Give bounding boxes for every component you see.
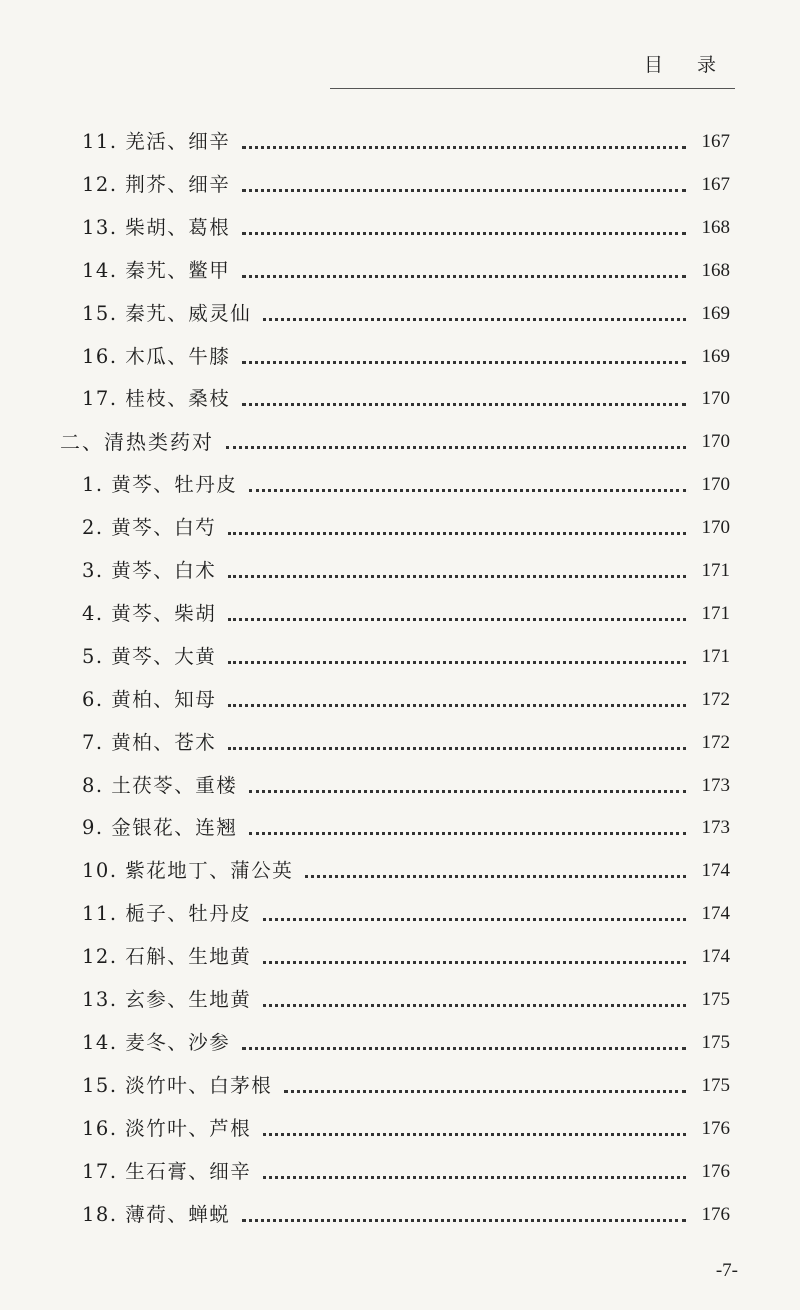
toc-page-number: 176 — [701, 1160, 730, 1182]
dot-leader — [242, 230, 686, 235]
toc-entry — [0, 121, 800, 163]
toc-page-number: 173 — [701, 774, 730, 796]
toc-entry — [0, 550, 800, 592]
toc-entry — [0, 636, 800, 678]
toc-entry — [0, 336, 800, 378]
toc-entry-label: 10. 紫花地丁、蒲公英 — [82, 859, 294, 883]
toc-entry — [0, 850, 800, 892]
dot-leader — [242, 359, 686, 364]
toc-entry — [0, 293, 800, 335]
dot-leader — [228, 530, 686, 535]
dot-leader — [228, 573, 686, 578]
dot-leader — [249, 487, 686, 492]
toc-entry-label: 14. 麦冬、沙参 — [82, 1030, 231, 1054]
toc-entry-label: 3. 黄芩、白术 — [82, 559, 217, 582]
toc-entry-label: 11. 栀子、牡丹皮 — [82, 902, 252, 926]
toc-page-number: 172 — [701, 731, 730, 753]
toc-entry — [0, 893, 800, 935]
toc-entry — [0, 1108, 800, 1150]
toc-page-number: 175 — [701, 1074, 730, 1096]
dot-leader — [263, 1131, 686, 1136]
toc-entry-label: 18. 薄荷、蝉蜕 — [82, 1202, 231, 1226]
toc-entry-label: 12. 荆芥、细辛 — [82, 172, 231, 196]
toc-entry — [0, 464, 800, 506]
dot-leader — [228, 616, 686, 621]
dot-leader — [263, 916, 686, 921]
toc-entry — [0, 164, 800, 206]
toc-page-number: 170 — [701, 431, 730, 453]
toc-page-number: 171 — [701, 602, 730, 624]
toc-entry-label: 5. 黄芩、大黄 — [82, 644, 217, 668]
toc-page-number: 170 — [701, 388, 730, 410]
toc-entry — [0, 979, 800, 1021]
toc-entry-label: 1. 黄芩、牡丹皮 — [82, 473, 238, 497]
toc-entry-label: 4. 黄芩、柴胡 — [82, 601, 217, 625]
toc-entry-label: 7. 黄柏、苍术 — [82, 730, 217, 754]
dot-leader — [249, 830, 686, 835]
toc-page-number: 172 — [701, 688, 730, 710]
toc-page-number: 174 — [701, 860, 730, 882]
toc-entry — [0, 593, 800, 635]
toc-page-number: 167 — [701, 173, 730, 195]
toc-entry-label: 15. 秦艽、威灵仙 — [82, 301, 252, 325]
toc-entry — [0, 1194, 800, 1236]
toc-page-number: 168 — [701, 216, 730, 238]
dot-leader — [228, 702, 686, 707]
toc-entry-label: 16. 淡竹叶、芦根 — [82, 1116, 252, 1140]
dot-leader — [263, 1174, 686, 1179]
dot-leader — [242, 1045, 686, 1050]
toc-entry — [0, 679, 800, 721]
toc-entry — [0, 378, 800, 420]
toc-entry — [0, 936, 800, 978]
toc-page-number: 169 — [701, 345, 730, 367]
toc-section-heading — [0, 421, 800, 463]
toc-entry-label: 2. 黄芩、白芍 — [82, 516, 217, 540]
dot-leader — [242, 273, 686, 278]
toc-page-number: 176 — [701, 1203, 730, 1225]
dot-leader — [263, 1002, 686, 1007]
page-header-title: 目 录 — [643, 54, 730, 76]
dot-leader — [242, 187, 686, 192]
header-rule — [330, 88, 735, 89]
toc-page-number: 169 — [701, 302, 730, 324]
toc-page-number: 171 — [701, 560, 730, 581]
toc-page-number: 175 — [701, 989, 730, 1010]
toc-entry — [0, 1151, 800, 1193]
page-number-footer: -7- — [715, 1260, 738, 1281]
toc-entry — [0, 507, 800, 549]
toc-entry — [0, 807, 800, 849]
toc-page-number: 168 — [701, 259, 730, 281]
toc-entry-label: 16. 木瓜、牛膝 — [82, 344, 231, 368]
toc-entry-label: 17. 桂枝、桑枝 — [82, 387, 231, 411]
toc-entry — [0, 250, 800, 292]
toc-entry-label: 二、清热类药对 — [60, 430, 214, 455]
dot-leader — [242, 401, 686, 406]
toc-entry-label: 8. 土茯苓、重楼 — [82, 773, 238, 797]
toc-entry — [0, 722, 800, 764]
toc-page-number: 170 — [701, 474, 730, 496]
toc-entry-label: 11. 羌活、细辛 — [82, 130, 231, 153]
dot-leader — [242, 1217, 686, 1222]
dot-leader — [228, 745, 686, 750]
toc-page-number: 167 — [701, 131, 730, 152]
toc-entry-label: 17. 生石膏、细辛 — [82, 1159, 252, 1183]
toc-entry-label: 13. 玄参、生地黄 — [82, 988, 252, 1011]
toc-entry — [0, 1022, 800, 1064]
dot-leader — [226, 444, 686, 449]
toc-page-number: 176 — [701, 1117, 730, 1139]
dot-leader — [228, 659, 686, 664]
toc-entry — [0, 1065, 800, 1107]
dot-leader — [242, 144, 686, 149]
toc-page-number: 173 — [701, 817, 730, 839]
toc-entry-label: 12. 石斛、生地黄 — [82, 945, 252, 969]
toc-entry-label: 9. 金银花、连翘 — [82, 816, 238, 840]
toc-entry-label: 13. 柴胡、葛根 — [82, 215, 231, 239]
toc-page-number: 174 — [701, 946, 730, 968]
dot-leader — [305, 873, 686, 878]
dot-leader — [263, 959, 686, 964]
dot-leader — [263, 316, 686, 321]
dot-leader — [249, 788, 686, 793]
toc-entry-label: 14. 秦艽、鳖甲 — [82, 258, 231, 282]
toc-page-number: 171 — [701, 645, 730, 667]
toc-entry-label: 15. 淡竹叶、白茅根 — [82, 1073, 273, 1097]
toc-entry — [0, 207, 800, 249]
toc-page-number: 170 — [701, 517, 730, 539]
toc-entry — [0, 765, 800, 807]
toc-entry-label: 6. 黄柏、知母 — [82, 687, 217, 711]
dot-leader — [284, 1088, 686, 1093]
toc-page-number: 174 — [701, 903, 730, 925]
toc-page-number: 175 — [701, 1031, 730, 1053]
